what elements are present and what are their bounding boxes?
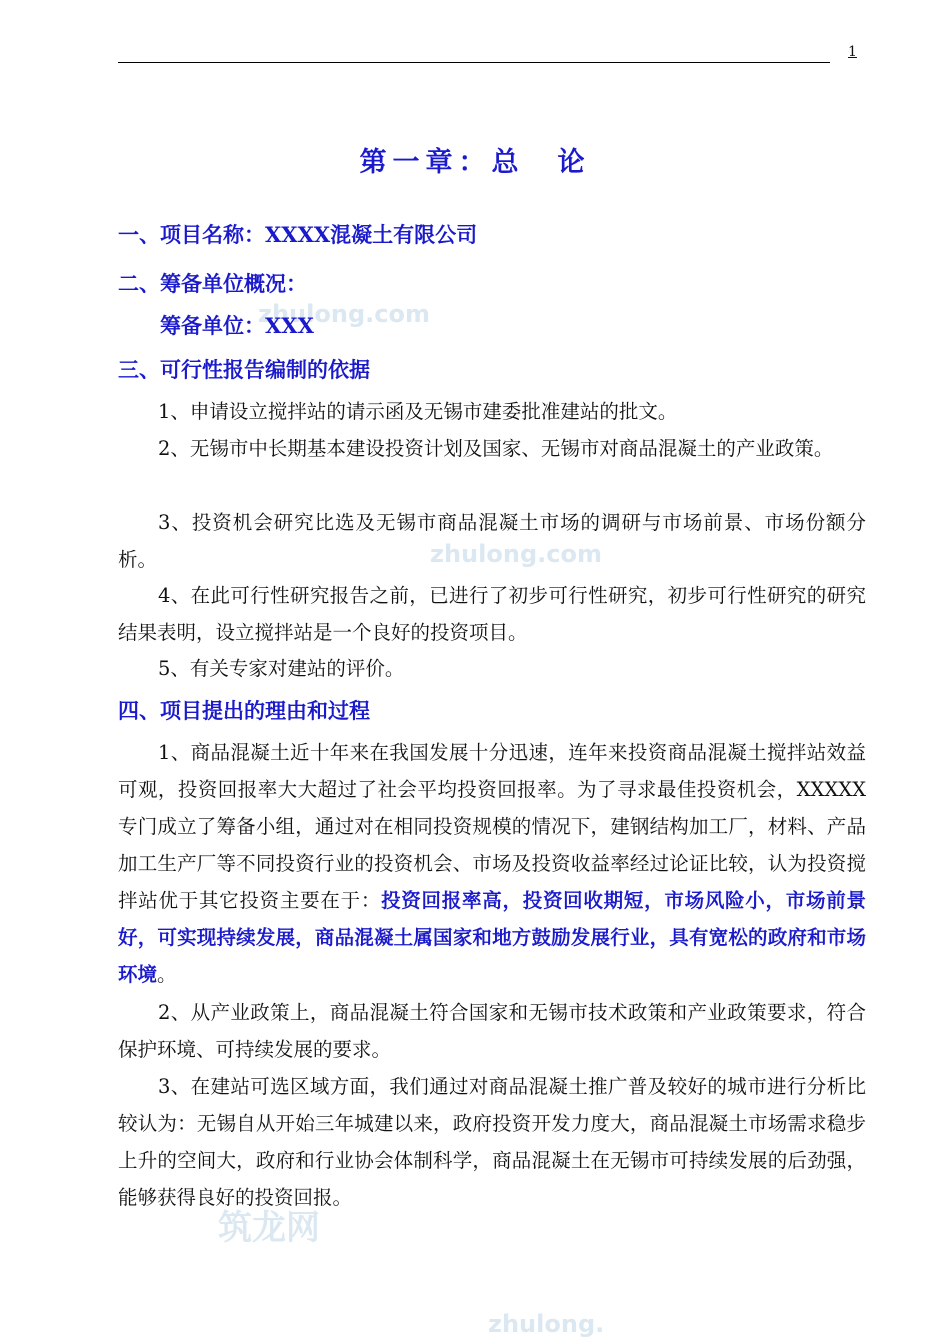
organizer-unit: 筹备单位：XXX	[160, 313, 314, 338]
reason-paragraph-1	[118, 734, 866, 993]
list-item: 4、在此可行性研究报告之前，已进行了初步可行性研究，初步可行性研究的研究结果表明，设立搅拌站是一个良好的投资项目。	[118, 584, 866, 644]
section-heading-organizer: 二、筹备单位概况：	[118, 271, 307, 296]
chapter-title: 第一章：总 论	[359, 147, 591, 178]
reason-paragraph-2: 2、从产业政策上，商品混凝土符合国家和无锡市技术政策和产业政策要求，符合保护环境、可持续发展的要求。	[118, 1001, 866, 1061]
list-item: 5、有关专家对建站的评价。	[158, 657, 405, 680]
watermark: 筑龙网	[218, 1208, 320, 1248]
watermark: zhulong.	[488, 1310, 605, 1338]
list-item: 2、无锡市中长期基本建设投资计划及国家、无锡市对商品混凝土的产业政策。	[158, 437, 834, 460]
watermark: zhulong.com	[258, 300, 430, 328]
reason-paragraph-3: 3、在建站可选区域方面，我们通过对商品混凝土推广普及较好的城市进行分析比较认为：无锡自从开始三年城建以来，政府投资开发力度大，商品混凝土市场需求稳步上升的空间大，政府和行业协会体制科学，商品混凝土在无锡市可持续发展的后劲强，能够获得良好的投资回报。	[118, 1075, 866, 1209]
section-heading-project-name: 一、项目名称：XXXX混凝土有限公司	[118, 222, 478, 247]
reason-text: 1、商品混凝土近十年来在我国发展十分迅速，连年来投资商品混凝土搅拌站效益可观，投资回报率大大超过了社会平均投资回报率。为了寻求最佳投资机会，XXXXX专门成立了筹备小组，通过对在相同投资规模的情况下，建钢结构加工厂，材料、产品加工生产厂等不同投资行业的投资机会、市场及投资收益率经过论证比较，认为投资搅拌站优于其它投资主要在于：	[118, 741, 866, 912]
watermark: zhulong.com	[430, 540, 602, 568]
header-rule	[118, 62, 830, 63]
reason-end: 。	[157, 963, 177, 986]
list-item: 3、投资机会研究比选及无锡市商品混凝土市场的调研与市场前景、市场份额分析。	[118, 511, 866, 571]
section-heading-reasons: 四、项目提出的理由和过程	[118, 698, 370, 723]
reason-highlight: 投资回报率高，投资回收期短，市场风险小，市场前景好，可实现持续发展，商品混凝土属国家和地方鼓励发展行业，具有宽松的政府和市场环境	[118, 889, 866, 986]
section-heading-basis: 三、可行性报告编制的依据	[118, 357, 370, 382]
page-number: 1	[848, 44, 857, 60]
list-item: 1、申请设立搅拌站的请示函及无锡市建委批准建站的批文。	[158, 400, 678, 423]
